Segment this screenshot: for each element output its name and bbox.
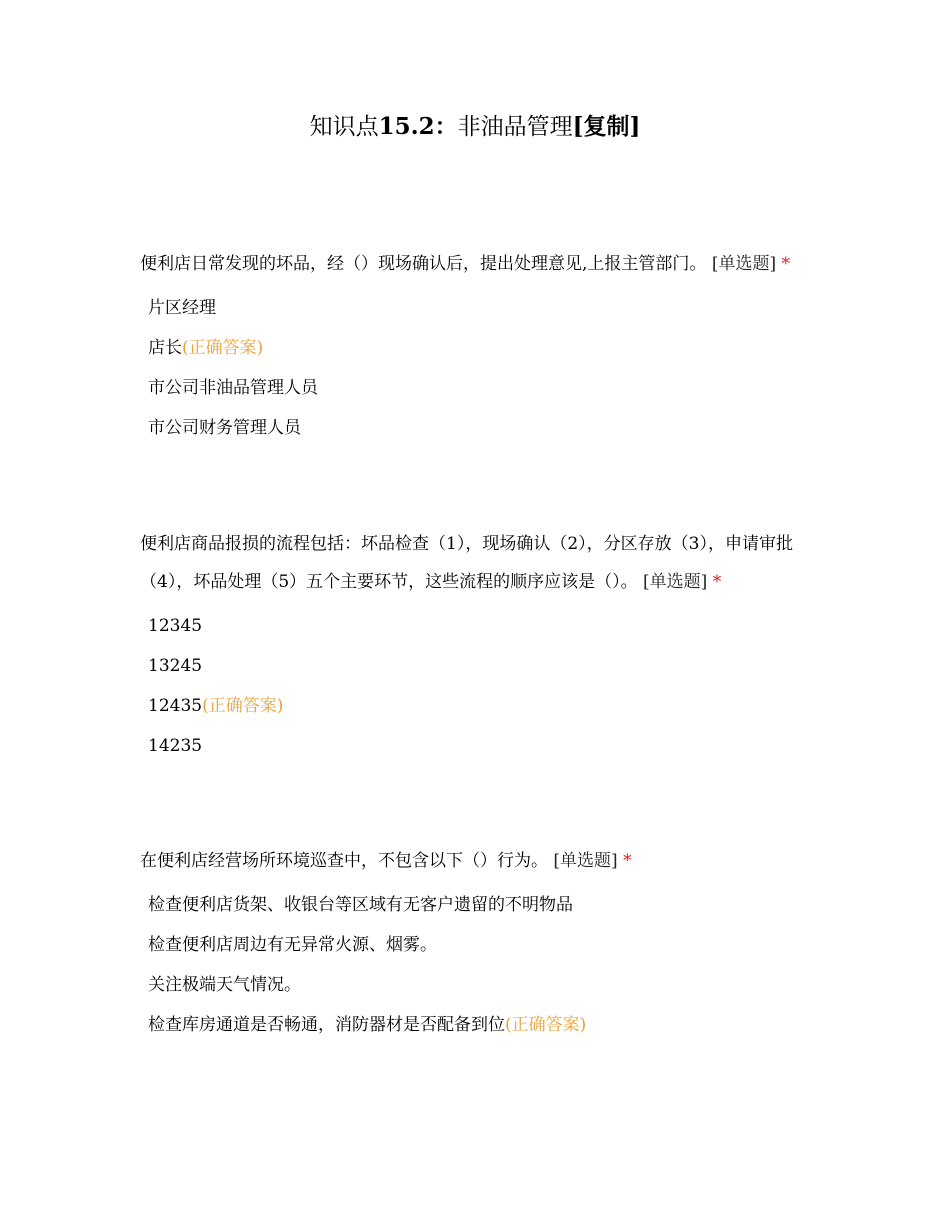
- option-label: 检查库房通道是否畅通，消防器材是否配备到位: [148, 1015, 505, 1035]
- option-label: 14235: [148, 736, 203, 756]
- question-3: [140, 842, 815, 1045]
- option-item: [148, 885, 815, 925]
- title-colon: ：: [434, 113, 458, 140]
- question-1: [140, 245, 815, 448]
- question-text: [140, 842, 815, 880]
- title-suffix: [复制]: [572, 113, 641, 140]
- question-stem: 在便利店经营场所环境巡查中，不包含以下（）行为。: [140, 851, 548, 871]
- question-type-label: [单选题]: [711, 254, 777, 274]
- correct-answer-tag: (正确答案): [202, 696, 284, 716]
- option-item: [148, 408, 815, 448]
- option-list: [140, 288, 815, 448]
- option-item: [148, 726, 815, 766]
- question-stem: 便利店日常发现的坏品，经（）现场确认后，提出处理意见,上报主管部门。: [140, 254, 707, 274]
- option-item: [148, 646, 815, 686]
- option-item: [148, 606, 815, 646]
- option-label: 检查便利店周边有无异常火源、烟雾。: [148, 935, 437, 955]
- question-type-label: [单选题]: [553, 851, 618, 871]
- option-item: [148, 368, 815, 408]
- option-label: 13245: [148, 656, 203, 676]
- title-number: 15.2: [378, 113, 435, 140]
- question-2: [140, 525, 815, 766]
- option-item: [148, 686, 815, 726]
- question-type-label: [单选题]: [643, 572, 708, 592]
- option-item: [148, 328, 815, 368]
- option-item: [148, 288, 815, 328]
- option-list: [140, 606, 815, 766]
- option-label: 片区经理: [148, 298, 216, 318]
- option-label: 检查便利店货架、收银台等区域有无客户遗留的不明物品: [148, 895, 573, 915]
- required-mark: *: [712, 572, 722, 592]
- option-label: 市公司财务管理人员: [148, 418, 301, 438]
- option-label: 12345: [148, 616, 203, 636]
- option-label: 店长: [148, 338, 182, 358]
- required-mark: *: [623, 851, 632, 871]
- option-item: [148, 965, 815, 1005]
- question-text: [140, 245, 815, 283]
- option-label: 市公司非油品管理人员: [148, 378, 318, 398]
- correct-answer-tag: (正确答案): [505, 1015, 587, 1035]
- option-label: 关注极端天气情况。: [148, 975, 301, 995]
- title-name: 非油品管理: [457, 114, 573, 140]
- title-prefix: 知识点: [309, 114, 379, 140]
- option-label: 12435: [148, 696, 203, 716]
- required-mark: *: [781, 254, 790, 274]
- question-stem: 便利店商品报损的流程包括：坏品检查（1），现场确认（2），分区存放（3），申请审批（4），坏品处理（5）五个主要环节，这些流程的顺序应该是（）。: [140, 534, 793, 592]
- page-title: [0, 110, 950, 144]
- option-item: [148, 925, 815, 965]
- option-item: [148, 1005, 815, 1045]
- option-list: [140, 885, 815, 1045]
- correct-answer-tag: (正确答案): [182, 338, 264, 358]
- question-text: [140, 525, 815, 601]
